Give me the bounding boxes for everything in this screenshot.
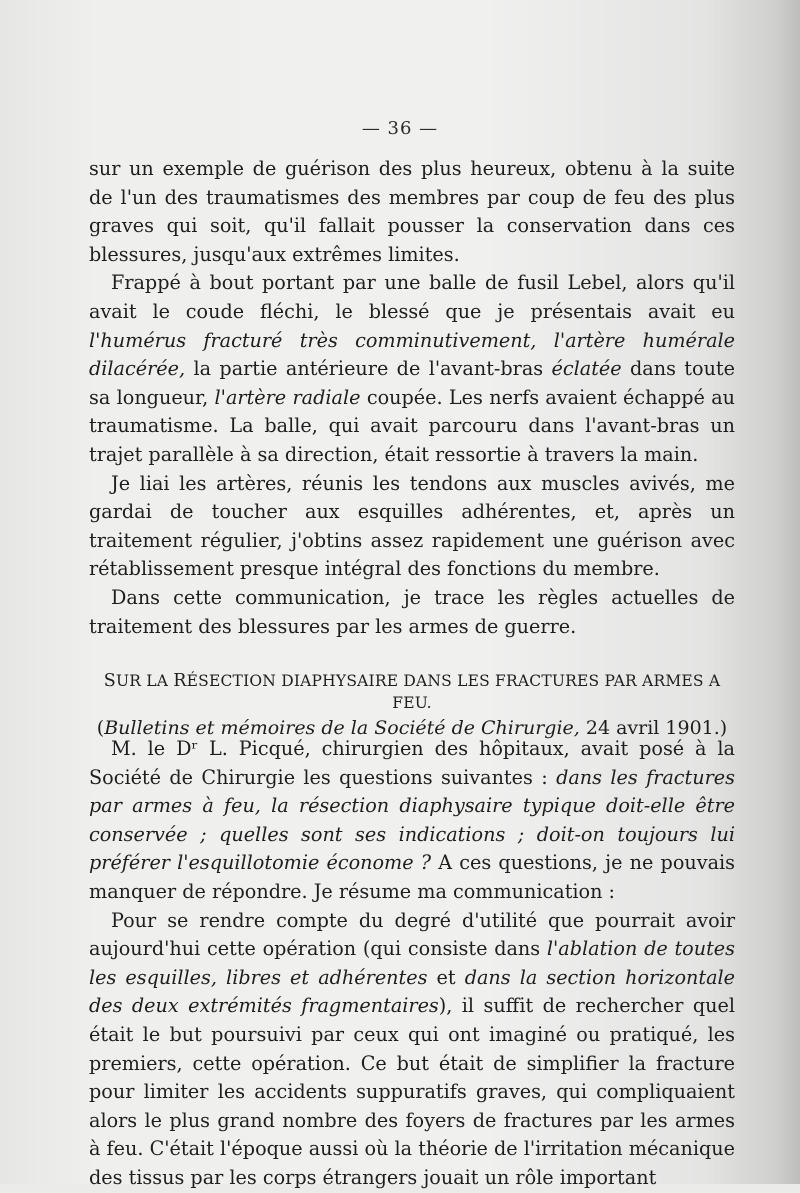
text-segment: ), il suffit de rechercher quel était le but poursuivi par ceux qui ont imaginé ou pratiqué, les premiers, cette opération. Ce but était de simplifier la fracture pour limiter les accidents suppuratifs graves, qui compliquaient alors le plus grand nombre des foyers de fractures par les armes à feu. C'était l'époque aussi où la théorie de l'irritation mécanique des tissus par les corps étrangers jouait un rôle important — [89, 994, 735, 1189]
text-segment: A ces questions, je ne pouvais manquer de répondre. Je résume ma communication : — [89, 851, 735, 903]
italic-segment: l'artère radiale — [214, 385, 361, 409]
page-number: — 36 — — [361, 118, 439, 139]
text-segment: Je liai les artères, réunis les tendons aux muscles avivés, me gardai de toucher aux esquilles adhérentes, et, après un traitement régulier, j'obtins assez rapidement une guérison avec rétablissement presque intégral des fonctions du membre. — [89, 471, 735, 581]
italic-segment: dans la section horizontale des deux extrémités fragmentaires — [89, 965, 736, 1018]
italic-segment: éclatée — [551, 357, 622, 381]
italic-segment: dans les fractures par armes à feu, la résection diaphysaire typique doit-elle être conservée ; quelles sont ses indications ; doit-on toujours lui préférer l'esquillotomie économe ? — [89, 765, 735, 875]
text-segment: sur un exemple de guérison des plus heureux, obtenu à la suite de l'un des traumatismes des membres par coup de feu des plus graves qui soit, qu'il fallait pousser la conservation dans ces blessures, jusqu'aux extrêmes limites. — [89, 157, 735, 266]
text-segment: Pour se rendre compte du degré d'utilité que pourrait avoir aujourd'hui cette opération (qui consiste dans — [89, 908, 735, 961]
paragraph-3 — [89, 470, 735, 584]
paragraph-2 — [89, 269, 735, 469]
title-initial: S — [103, 671, 116, 691]
source-date: 24 avril 1901.) — [579, 717, 728, 739]
italic-segment: l'humérus fracturé très comminutivement, l'artère humérale dilacérée, — [89, 328, 735, 381]
source-paren: ( — [96, 717, 105, 739]
paragraph-4 — [89, 584, 735, 641]
text-segment: Dans cette communication, je trace les règles actuelles de traitement des blessures par les armes de guerre. — [89, 585, 735, 638]
source-journal: Bulletins et mémoires de la Société de Chirurgie, — [104, 717, 580, 739]
title-initial: R — [173, 671, 187, 691]
title-part: ÉSECTION DIAPHYSAIRE DANS LES FRACTURES PAR ARMES A FEU. — [186, 672, 721, 712]
paragraph-5 — [89, 735, 735, 907]
title-part: UR LA — [115, 672, 174, 690]
section-heading — [89, 670, 735, 742]
italic-segment: l'ablation de toutes les esquilles, libres et adhérentes — [89, 937, 735, 989]
text-segment: Frappé à bout portant par une balle de fusil Lebel, alors qu'il avait le coude fléchi, le blessé que je présentais avait eu — [89, 271, 735, 323]
text-segment: dans toute sa longueur, — [89, 357, 735, 409]
section-title — [89, 670, 735, 714]
bottom-text-block — [89, 735, 735, 1193]
paragraph-1 — [89, 155, 735, 269]
top-text-block — [89, 155, 735, 641]
text-segment: la partie antérieure de l'avant-bras — [185, 357, 552, 381]
text-segment: coupée. Les nerfs avaient échappé au traumatisme. La balle, qui avait parcouru dans l'avant-bras un trajet parallèle à sa direction, était ressortie à travers la main. — [89, 385, 735, 466]
text-segment: M. le Dʳ L. Picqué, chirurgien des hôpitaux, avait posé à la Société de Chirurgie les questions suivantes : — [89, 737, 735, 789]
text-segment: et — [427, 965, 465, 989]
paragraph-6 — [89, 907, 735, 1193]
